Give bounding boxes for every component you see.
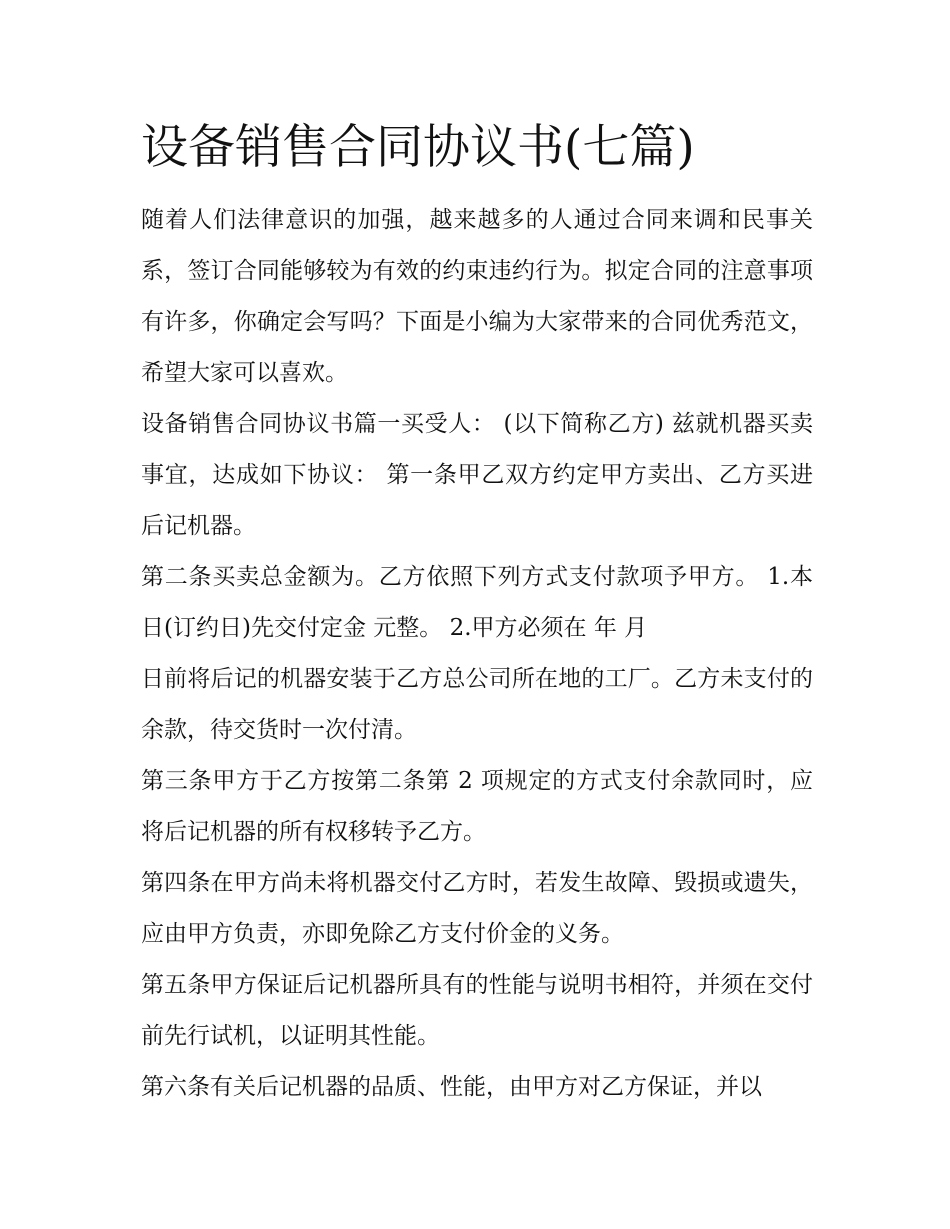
paragraph-article-2: 第二条买卖总金额为。乙方依照下列方式支付款项予甲方。 1.本日(订约日)先交付定金 元整。 2.甲方必须在 年 月 (141, 564, 813, 641)
document-title: 设备销售合同协议书(七篇) (141, 120, 695, 175)
paragraph-article-6: 第六条有关后记机器的品质、性能，由甲方对乙方保证，并以 (141, 1074, 762, 1100)
paragraph-article-2-continued: 日前将后记的机器安装于乙方总公司所在地的工厂。乙方未支付的余款，待交货时一次付清。 (141, 666, 813, 743)
paragraph-article-3: 第三条甲方于乙方按第二条第 2 项规定的方式支付余款同时，应将后记机器的所有权移转予乙方。 (141, 768, 813, 845)
paragraph-article-5: 第五条甲方保证后记机器所具有的性能与说明书相符，并须在交付前先行试机，以证明其性能。 (141, 972, 813, 1049)
paragraph-part-one-header: 设备销售合同协议书篇一买受人： (以下简称乙方) 兹就机器买卖事宜，达成如下协议： 第一条甲乙双方约定甲方卖出、乙方买进后记机器。 (141, 411, 813, 539)
document-body (141, 118, 813, 1113)
intro-paragraph: 随着人们法律意识的加强，越来越多的人通过合同来调和民事关系，签订合同能够较为有效的约束违约行为。拟定合同的注意事项有许多，你确定会写吗？下面是小编为大家带来的合同优秀范文，希望大家可以喜欢。 (141, 207, 813, 386)
paragraph-article-4: 第四条在甲方尚未将机器交付乙方时，若发生故障、毁损或遗失，应由甲方负责，亦即免除乙方支付价金的义务。 (141, 870, 813, 947)
